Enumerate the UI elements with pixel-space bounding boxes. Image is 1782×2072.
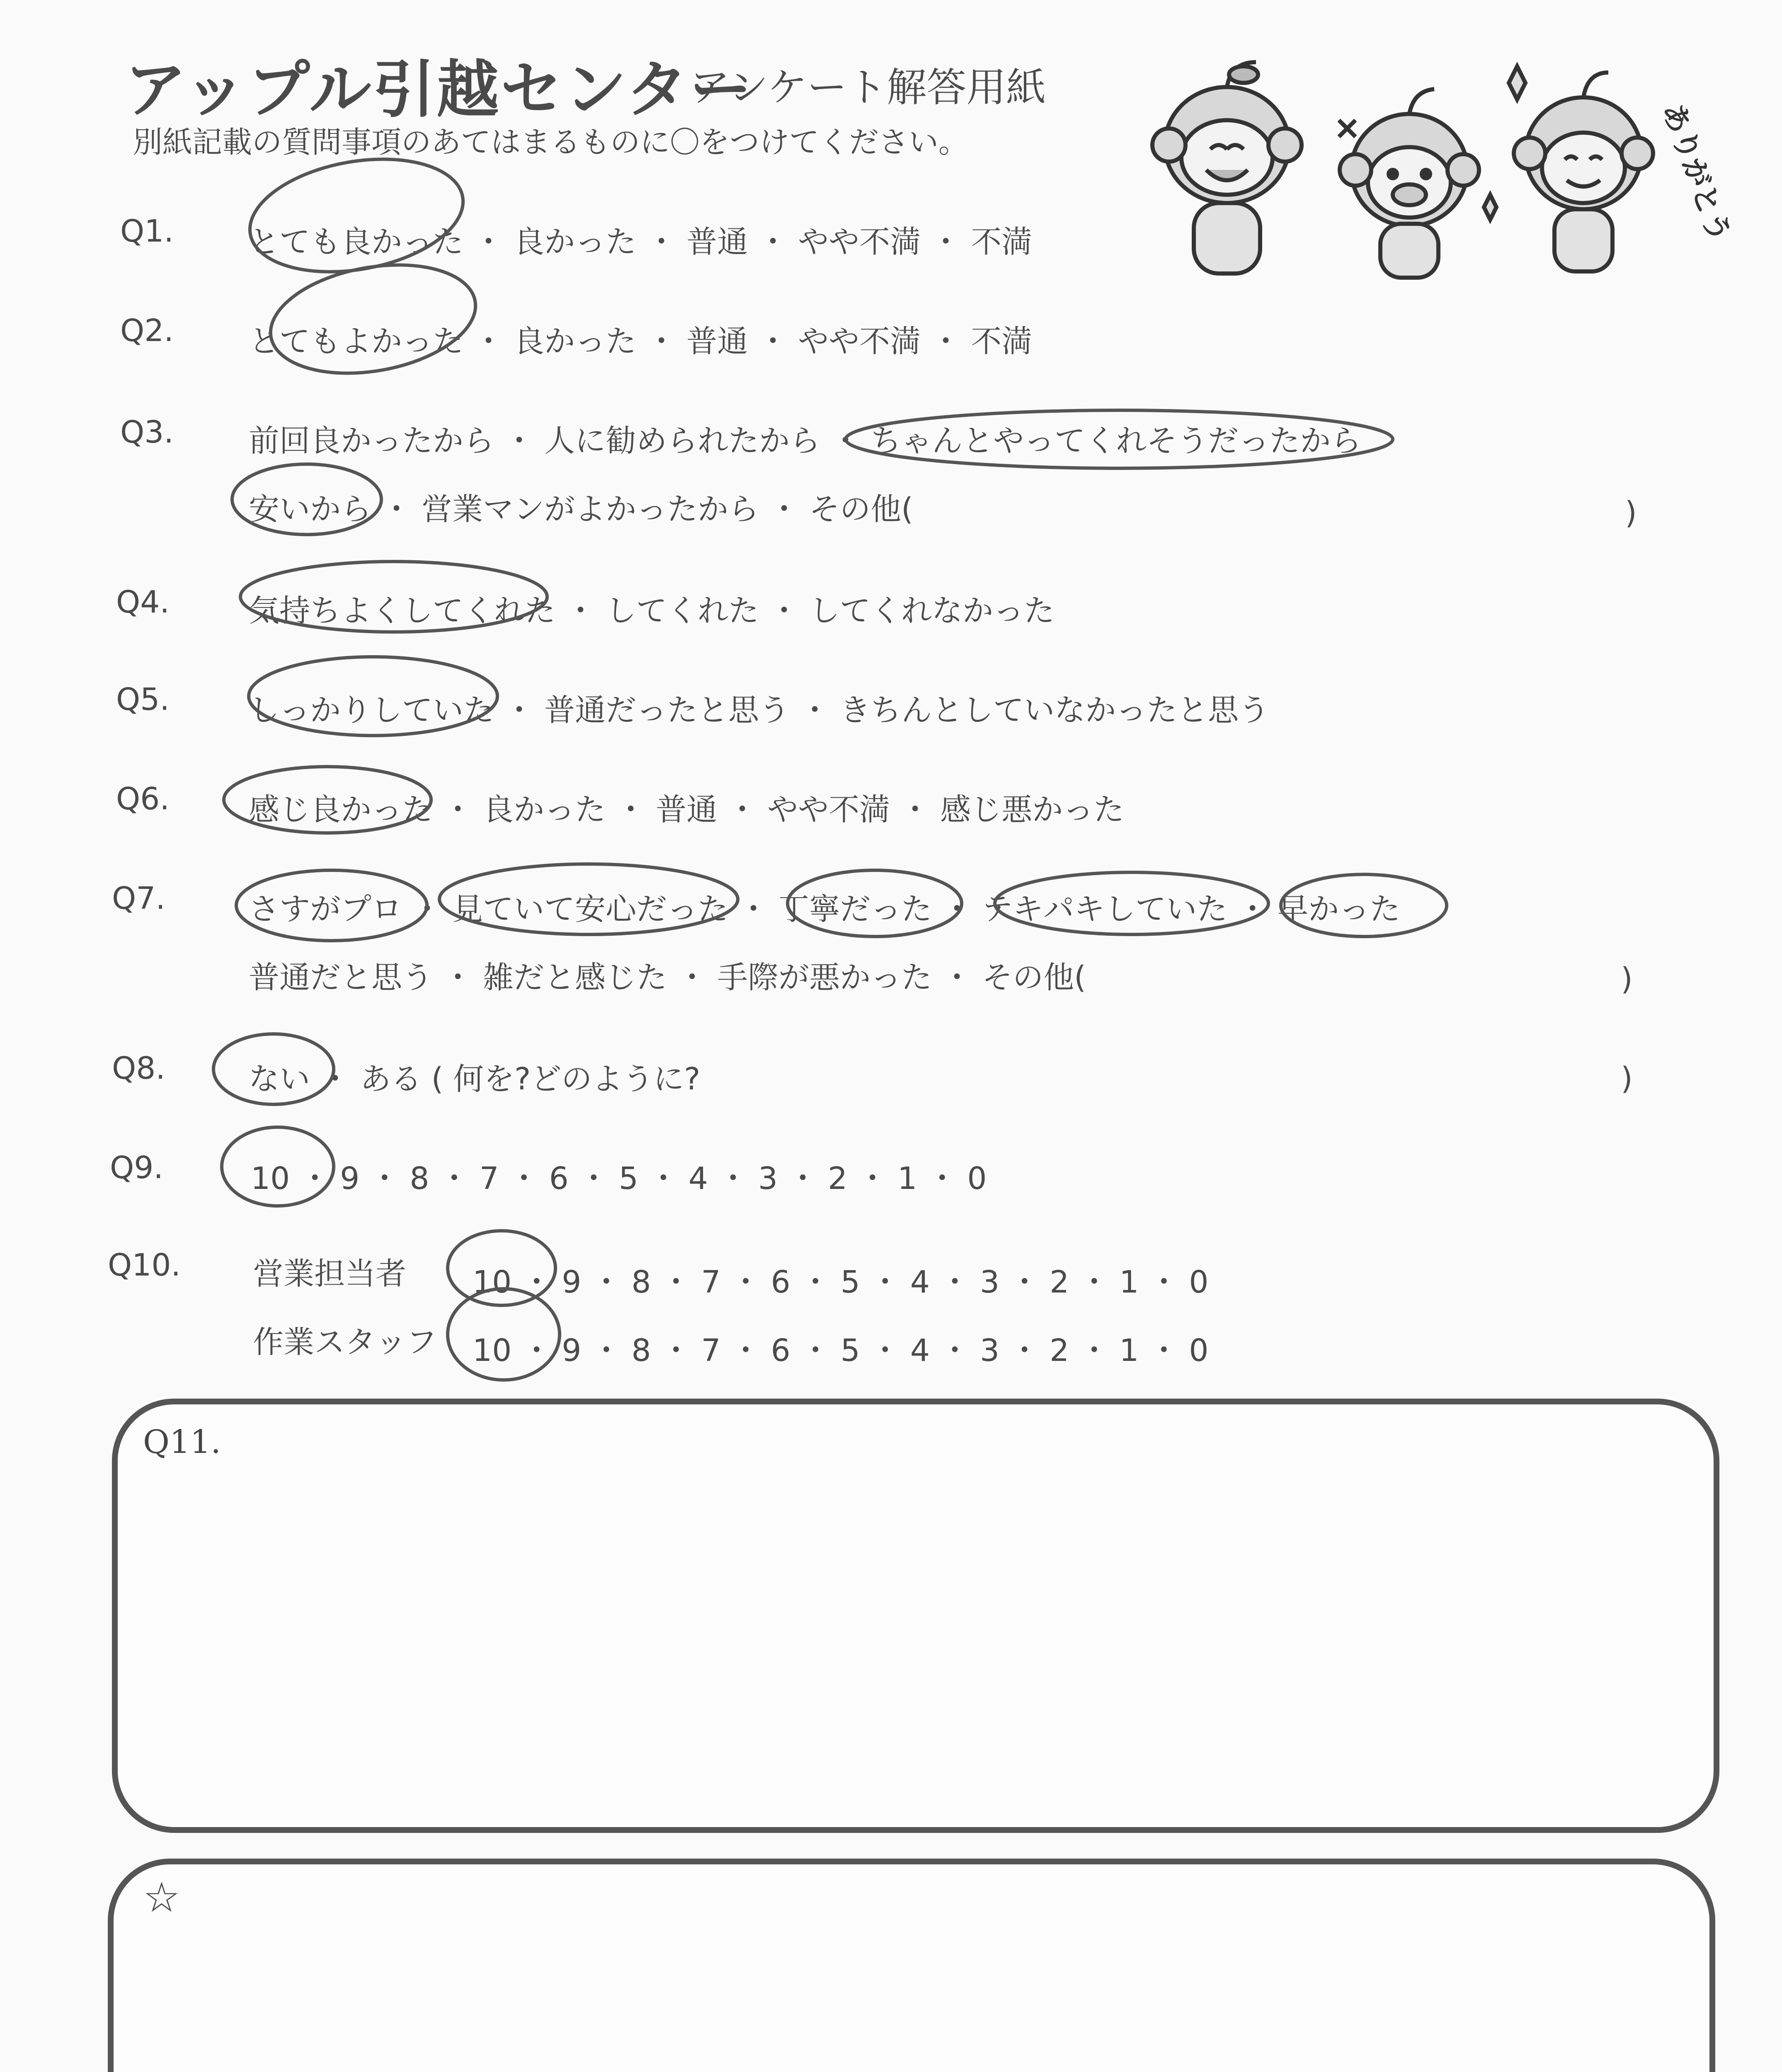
q6-label: Q6. — [116, 781, 170, 817]
q10-label: Q10. — [108, 1247, 181, 1283]
q5-label: Q5. — [116, 682, 170, 717]
mascot-illustration — [1144, 50, 1737, 282]
q7-label: Q7. — [112, 881, 165, 916]
page-subtitle: アンケート解答用紙 — [690, 64, 1046, 111]
q6-options[interactable]: 感じ良かった ・ 良かった ・ 普通 ・ やや不満 ・ 感じ悪かった — [249, 792, 1125, 828]
q9-scale[interactable]: 10 ・ 9 ・ 8 ・ 7 ・ 6 ・ 5 ・ 4 ・ 3 ・ 2 ・ 1 ・ 0 — [251, 1161, 987, 1196]
q3-close-paren: ) — [1625, 495, 1637, 531]
q7-options-line2[interactable]: 普通だと思う ・ 雑だと感じた ・ 手際が悪かった ・ その他( — [249, 960, 1086, 995]
q11-comment-box[interactable] — [112, 1399, 1719, 1833]
q5-options[interactable]: しっかりしていた ・ 普通だったと思う ・ きちんとしていなかったと思う — [249, 692, 1270, 728]
page-title: アップル引越センター — [124, 54, 754, 126]
q3-options-line1[interactable]: 前回良かったから ・ 人に勧められたから ・ ちゃんとやってくれそうだったから — [249, 423, 1362, 459]
q1-options[interactable]: とても良かった ・ 良かった ・ 普通 ・ やや不満 ・ 不満 — [249, 224, 1033, 260]
q8-label: Q8. — [112, 1051, 165, 1086]
q10-sales-label: 営業担当者 — [253, 1256, 406, 1292]
q10-staff-label: 作業スタッフ — [253, 1324, 437, 1360]
q2-options[interactable]: とてもよかった ・ 良かった ・ 普通 ・ やや不満 ・ 不満 — [249, 324, 1033, 359]
mascot-caption: ありがとう — [1656, 98, 1737, 247]
q11-label: Q11. — [143, 1423, 221, 1461]
q8-options[interactable]: ない ・ ある ( 何を?どのように? — [249, 1061, 701, 1097]
q3-label: Q3. — [120, 414, 174, 450]
q1-label: Q1. — [120, 213, 174, 249]
star-icon: ☆ — [143, 1873, 180, 1922]
q2-label: Q2. — [120, 313, 174, 349]
q4-options[interactable]: 気持ちよくしてくれた ・ してくれた ・ してくれなかった — [249, 593, 1055, 629]
q9-label: Q9. — [110, 1150, 163, 1186]
instruction-text: 別紙記載の質問事項のあてはまるものに〇をつけてください。 — [133, 125, 969, 160]
q4-label: Q4. — [116, 584, 170, 620]
q7-options-line1[interactable]: さすがプロ ・ 見ていて安心だった ・ 丁寧だった ・ テキパキしていた ・ 早かった — [249, 891, 1401, 927]
q3-options-line2[interactable]: 安いから ・ 営業マンがよかったから ・ その他( — [249, 491, 913, 527]
q10-staff-scale[interactable]: 10 ・ 9 ・ 8 ・ 7 ・ 6 ・ 5 ・ 4 ・ 3 ・ 2 ・ 1 ・ 0 — [473, 1333, 1209, 1368]
q7-close-paren: ) — [1621, 961, 1633, 997]
q1-selected-circle — [241, 144, 472, 287]
q10-sales-scale[interactable]: 10 ・ 9 ・ 8 ・ 7 ・ 6 ・ 5 ・ 4 ・ 3 ・ 2 ・ 1 ・ 0 — [473, 1264, 1209, 1300]
star-comment-box[interactable] — [108, 1859, 1715, 2072]
q8-close-paren: ) — [1621, 1061, 1633, 1097]
